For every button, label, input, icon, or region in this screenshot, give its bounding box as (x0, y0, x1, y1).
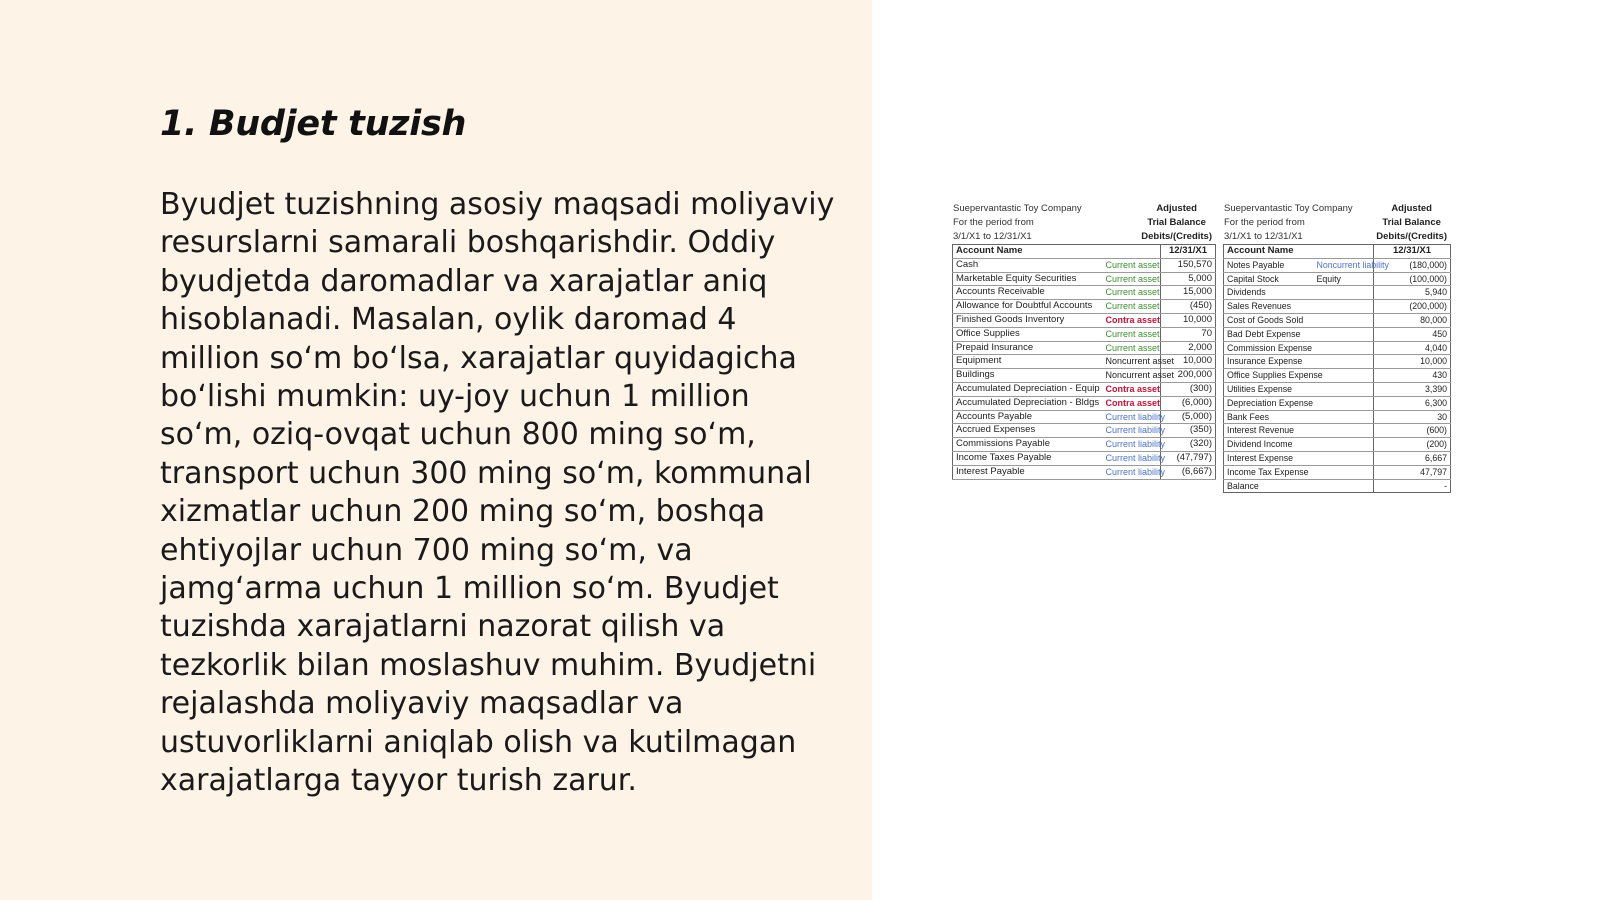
trial-balance-header (1223, 202, 1451, 244)
account-name-cell: Dividend Income (1224, 438, 1316, 452)
amount-cell: (5,000) (1161, 410, 1216, 424)
amount-cell: 5,940 (1374, 286, 1451, 300)
amount-cell: 200,000 (1161, 369, 1216, 383)
account-name-cell: Dividends (1224, 286, 1316, 300)
classification-cell (1316, 410, 1374, 424)
account-name-cell: Equipment (953, 355, 1105, 369)
table-row (953, 382, 1216, 396)
account-name-cell: Bank Fees (1224, 410, 1316, 424)
classification-cell (1316, 300, 1374, 314)
table-header-row (1224, 245, 1451, 259)
classification-cell: Current asset (1105, 300, 1161, 314)
table-row (953, 286, 1216, 300)
table-row (953, 410, 1216, 424)
trial-balance-left (952, 202, 1216, 480)
account-name-cell: Accumulated Depreciation - Bldgs (953, 396, 1105, 410)
classification-cell (1316, 355, 1374, 369)
table-row (1224, 258, 1451, 272)
classification-cell: Noncurrent asset (1105, 369, 1161, 383)
amount-cell: (320) (1161, 438, 1216, 452)
table-row (953, 327, 1216, 341)
amount-cell: 430 (1374, 369, 1451, 383)
account-name-cell: Bad Debt Expense (1224, 327, 1316, 341)
classification-cell: Current asset (1105, 258, 1161, 272)
account-name-cell: Interest Revenue (1224, 424, 1316, 438)
table-row (1224, 300, 1451, 314)
table-row (1224, 410, 1451, 424)
trial-balance-table (952, 244, 1216, 480)
table-row (1224, 382, 1451, 396)
account-name-cell: Commissions Payable (953, 438, 1105, 452)
table-body (1224, 258, 1451, 493)
account-name-cell: Buildings (953, 369, 1105, 383)
amount-cell: 10,000 (1374, 355, 1451, 369)
table-row (1224, 396, 1451, 410)
classification-cell: Noncurrent liability (1316, 258, 1374, 272)
classification-cell: Current liability (1105, 465, 1161, 479)
table-row (953, 272, 1216, 286)
amount-cell: (200,000) (1374, 300, 1451, 314)
account-name-cell: Capital Stock (1224, 272, 1316, 286)
account-name-cell: Interest Payable (953, 465, 1105, 479)
classification-cell: Current asset (1105, 286, 1161, 300)
account-name-cell: Balance (1227, 480, 1259, 491)
table-row (1224, 369, 1451, 383)
table-row (953, 355, 1216, 369)
classification-cell (1316, 369, 1374, 383)
account-name-cell: Interest Expense (1224, 451, 1316, 465)
classification-cell (1316, 465, 1374, 479)
amount-cell: (6,000) (1161, 396, 1216, 410)
classification-cell: Current liability (1105, 451, 1161, 465)
amount-cell: (300) (1161, 382, 1216, 396)
trial-balance-right (1223, 202, 1451, 493)
classification-cell (1316, 451, 1374, 465)
account-name-cell: Accounts Payable (953, 410, 1105, 424)
amount-cell: (47,797) (1161, 451, 1216, 465)
slide-title: 1. Budjet tuzish (160, 104, 467, 144)
account-name-cell: Office Supplies Expense (1224, 369, 1316, 383)
trial-balance-table (1223, 244, 1451, 493)
table-row (953, 438, 1216, 452)
amount-cell: 30 (1374, 410, 1451, 424)
table-row (953, 396, 1216, 410)
account-name-cell: Commission Expense (1224, 341, 1316, 355)
classification-cell (1316, 341, 1374, 355)
classification-cell (1316, 382, 1374, 396)
amount-cell: - (1374, 479, 1451, 493)
classification-cell: Current liability (1105, 410, 1161, 424)
classification-cell (1316, 396, 1374, 410)
amount-cell: 3,390 (1374, 382, 1451, 396)
classification-cell: Current asset (1105, 272, 1161, 286)
table-row (953, 465, 1216, 479)
amount-cell: 47,797 (1374, 465, 1451, 479)
classification-cell: Contra asset (1105, 382, 1161, 396)
account-name-cell: Depreciation Expense (1224, 396, 1316, 410)
classification-cell: Contra asset (1105, 396, 1161, 410)
amount-cell: (100,000) (1374, 272, 1451, 286)
classification-cell (1316, 327, 1374, 341)
amount-cell: 15,000 (1161, 286, 1216, 300)
account-name-cell: Accrued Expenses (953, 424, 1105, 438)
slide-body-text: Byudjet tuzishning asosiy maqsadi moliyaviy resurslarni samarali boshqarishdir. Oddiy byudjetda daromadlar va xarajatlar aniq hisoblanadi. Masalan, oylik daromad 4 million so‘m bo‘lsa, xarajatlar quyidagicha bo‘lishi mumkin: uy-joy uchun 1 million so‘m, oziq-ovqat uchun 800 ming so‘m, transport uchun 300 ming so‘m, kommunal xizmatlar uchun 200 ming so‘m, boshqa ehtiyojlar uchun 700 ming so‘m, va jamg‘arma uchun 1 million so‘m. Byudjet tuzishda xarajatlarni nazorat qilish va tezkorlik bilan moslashuv muhim. Byudjetni rejalashda moliyaviy maqsadlar va ustuvorliklarni aniqlab olish va kutilmagan xarajatlarga tayyor turish zarur. (160, 187, 835, 799)
table-header-row (953, 245, 1216, 259)
amount-cell: (200) (1374, 438, 1451, 452)
table-row (1224, 424, 1451, 438)
account-name-cell: Accounts Receivable (953, 286, 1105, 300)
account-name-cell: Sales Revenues (1224, 300, 1316, 314)
column-header-account: Account Name (953, 245, 1161, 259)
classification-cell: Equity (1316, 272, 1374, 286)
company-caption: Suepervantastic Toy Company For the period from 3/1/X1 to 12/31/X1 (1224, 203, 1353, 242)
account-name-cell: Finished Goods Inventory (953, 313, 1105, 327)
account-name-cell: Cash (953, 258, 1105, 272)
amount-cell: 70 (1161, 327, 1216, 341)
classification-cell (1316, 479, 1374, 493)
account-name-cell: Insurance Expense (1224, 355, 1316, 369)
account-name-cell: Income Tax Expense (1224, 465, 1316, 479)
account-name-cell: Accumulated Depreciation - Equip (953, 382, 1105, 396)
account-name-cell: Marketable Equity Securities (953, 272, 1105, 286)
classification-cell: Current asset (1105, 327, 1161, 341)
amount-cell: (6,667) (1161, 465, 1216, 479)
classification-cell (1316, 313, 1374, 327)
amount-cell: 10,000 (1161, 355, 1216, 369)
amount-cell: (350) (1161, 424, 1216, 438)
table-row (1224, 313, 1451, 327)
trial-balance-header (952, 202, 1216, 244)
table-row (953, 424, 1216, 438)
amount-cell: 6,667 (1374, 451, 1451, 465)
amount-cell: (600) (1374, 424, 1451, 438)
classification-cell: Current liability (1105, 424, 1161, 438)
classification-cell: Noncurrent asset (1105, 355, 1161, 369)
account-name-cell: Notes Payable (1224, 258, 1316, 272)
table-row (1224, 479, 1451, 493)
column-header-account: Account Name (1224, 245, 1374, 259)
table-row (1224, 355, 1451, 369)
account-name-cell: Allowance for Doubtful Accounts (953, 300, 1105, 314)
account-name-cell: Prepaid Insurance (953, 341, 1105, 355)
table-row (1224, 451, 1451, 465)
table-row (1224, 327, 1451, 341)
table-row (953, 369, 1216, 383)
amount-cell: 5,000 (1161, 272, 1216, 286)
table-row (1224, 438, 1451, 452)
table-row (1224, 341, 1451, 355)
amount-cell: 4,040 (1374, 341, 1451, 355)
amount-cell: 80,000 (1374, 313, 1451, 327)
amount-cell: 6,300 (1374, 396, 1451, 410)
adjusted-trial-balance-heading: Adjusted Trial Balance Debits/(Credits) (1376, 203, 1447, 242)
column-header-date: 12/31/X1 (1374, 245, 1451, 259)
table-row (1224, 286, 1451, 300)
classification-cell: Contra asset (1105, 313, 1161, 327)
adjusted-trial-balance-heading: Adjusted Trial Balance Debits/(Credits) (1141, 203, 1212, 242)
amount-cell: 150,570 (1161, 258, 1216, 272)
account-name-cell: Cost of Goods Sold (1224, 313, 1316, 327)
table-row (953, 258, 1216, 272)
amount-cell: (180,000) (1374, 258, 1451, 272)
column-header-date: 12/31/X1 (1161, 245, 1216, 259)
table-row (953, 313, 1216, 327)
table-row (953, 451, 1216, 465)
amount-cell: (450) (1161, 300, 1216, 314)
classification-cell (1316, 438, 1374, 452)
table-row (1224, 465, 1451, 479)
classification-cell: Current liability (1105, 438, 1161, 452)
amount-cell: 2,000 (1161, 341, 1216, 355)
classification-cell: Current asset (1105, 341, 1161, 355)
account-name-cell: Utilities Expense (1224, 382, 1316, 396)
table-body (953, 258, 1216, 479)
account-name-cell: Income Taxes Payable (953, 451, 1105, 465)
classification-cell (1316, 286, 1374, 300)
company-caption: Suepervantastic Toy Company For the period from 3/1/X1 to 12/31/X1 (953, 203, 1082, 242)
amount-cell: 450 (1374, 327, 1451, 341)
table-row (953, 300, 1216, 314)
classification-cell (1316, 424, 1374, 438)
table-row (953, 341, 1216, 355)
account-name-cell: Office Supplies (953, 327, 1105, 341)
table-row (1224, 272, 1451, 286)
amount-cell: 10,000 (1161, 313, 1216, 327)
